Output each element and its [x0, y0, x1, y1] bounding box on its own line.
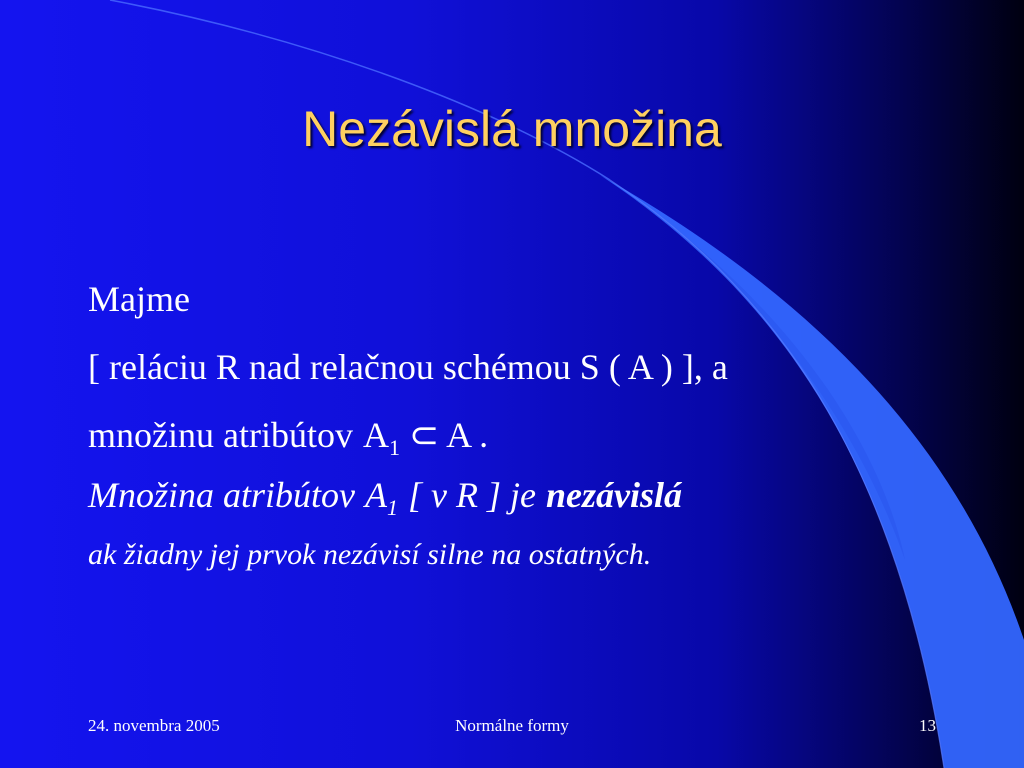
body-line-1: Majme [88, 279, 190, 319]
line-4-prefix: Množina atribútov [88, 475, 355, 515]
line-4-subscript: 1 [387, 495, 398, 520]
line-4-attribute: A [365, 475, 387, 515]
body-line-3 [88, 414, 489, 460]
swoosh-fill [600, 175, 1024, 768]
footer-title: Normálne formy [455, 716, 569, 735]
body-line-4 [88, 474, 682, 520]
line-3-prefix: množinu atribútov [88, 415, 353, 455]
line-4-middle: [ v R ] je [408, 475, 536, 515]
slide-number: 13 [919, 716, 936, 735]
body-line-5: ak žiadny jej prvok nezávisí silne na ostatných. [88, 538, 652, 571]
line-4-emphasis: nezávislá [545, 475, 682, 515]
line-3-attribute: A [362, 415, 389, 455]
line-3-subscript: 1 [388, 435, 400, 460]
body-line-2: [ reláciu R nad relačnou schémou S ( A ) ], a [88, 347, 728, 387]
slide-title: Nezávislá množina [302, 101, 722, 157]
footer-date: 24. novembra 2005 [88, 716, 220, 735]
line-3-suffix: ⊂ A . [408, 415, 489, 455]
